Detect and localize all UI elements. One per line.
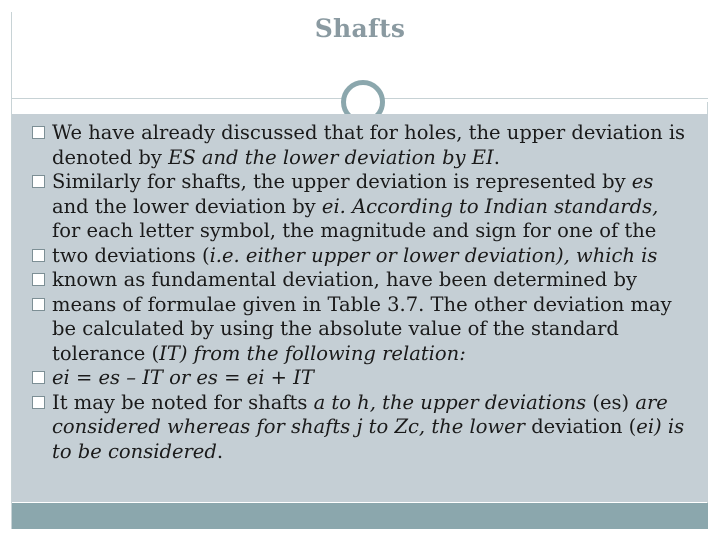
footer-band bbox=[12, 503, 708, 529]
bullet-text: . bbox=[493, 145, 500, 169]
bullet-text: ei. According to Indian standards, bbox=[321, 194, 659, 218]
bullet-checkbox-icon bbox=[32, 175, 45, 188]
bullet-checkbox-icon bbox=[32, 273, 45, 286]
bullet-text: ei) is to be considered bbox=[52, 415, 685, 463]
bullet-checkbox-icon bbox=[32, 396, 45, 409]
bullet-item bbox=[32, 121, 692, 170]
title-divider-right bbox=[378, 98, 708, 99]
slide-title: Shafts bbox=[314, 14, 406, 43]
bullet-checkbox-icon bbox=[32, 298, 45, 311]
title-divider-left bbox=[12, 98, 342, 99]
bullet-text: Similarly for shafts, the upper deviation is represented by bbox=[52, 170, 632, 193]
bullet-list bbox=[32, 121, 692, 464]
bullet-text: known as fundamental deviation, have been determined by bbox=[52, 268, 637, 291]
bullet-text: and the lower deviation by bbox=[52, 194, 322, 218]
bullet-text: i.e. either upper or lower deviation), which is bbox=[209, 243, 658, 267]
bullet-item bbox=[32, 268, 692, 293]
bullet-item bbox=[32, 366, 692, 391]
bullet-checkbox-icon bbox=[32, 126, 45, 139]
bullet-text: es bbox=[631, 170, 654, 193]
bullet-text: for each letter symbol, the magnitude and sign for one of the bbox=[52, 219, 657, 242]
bullet-text: means of formulae given in Table 3.7. The other deviation may be calculated by using the absolute value of the standard tolerance ( bbox=[52, 292, 672, 365]
bullet-text: IT) from the following relation: bbox=[159, 341, 466, 365]
bullet-text: a to h, the upper deviations bbox=[313, 390, 587, 414]
bullet-item bbox=[32, 293, 692, 367]
bullet-text: ES and the lower deviation by EI bbox=[168, 145, 494, 169]
bullet-item bbox=[32, 244, 692, 269]
bullet-item bbox=[32, 170, 692, 244]
bullet-text: deviation ( bbox=[525, 415, 637, 438]
bullet-text: ei = es – IT or es = ei + IT bbox=[52, 366, 314, 389]
bullet-text: are considered whereas for shafts j to Zc, the lower bbox=[52, 390, 668, 438]
bullet-text: We have already discussed that for holes, the upper deviation is denoted by bbox=[52, 121, 686, 169]
bullet-checkbox-icon bbox=[32, 249, 45, 262]
bullet-text: . bbox=[216, 439, 224, 463]
bullet-text: It may be noted for shafts bbox=[52, 390, 314, 414]
bullet-text: two deviations ( bbox=[52, 243, 210, 267]
bullet-checkbox-icon bbox=[32, 371, 45, 384]
bullet-item bbox=[32, 391, 692, 465]
bullet-text: (es) bbox=[586, 390, 636, 414]
